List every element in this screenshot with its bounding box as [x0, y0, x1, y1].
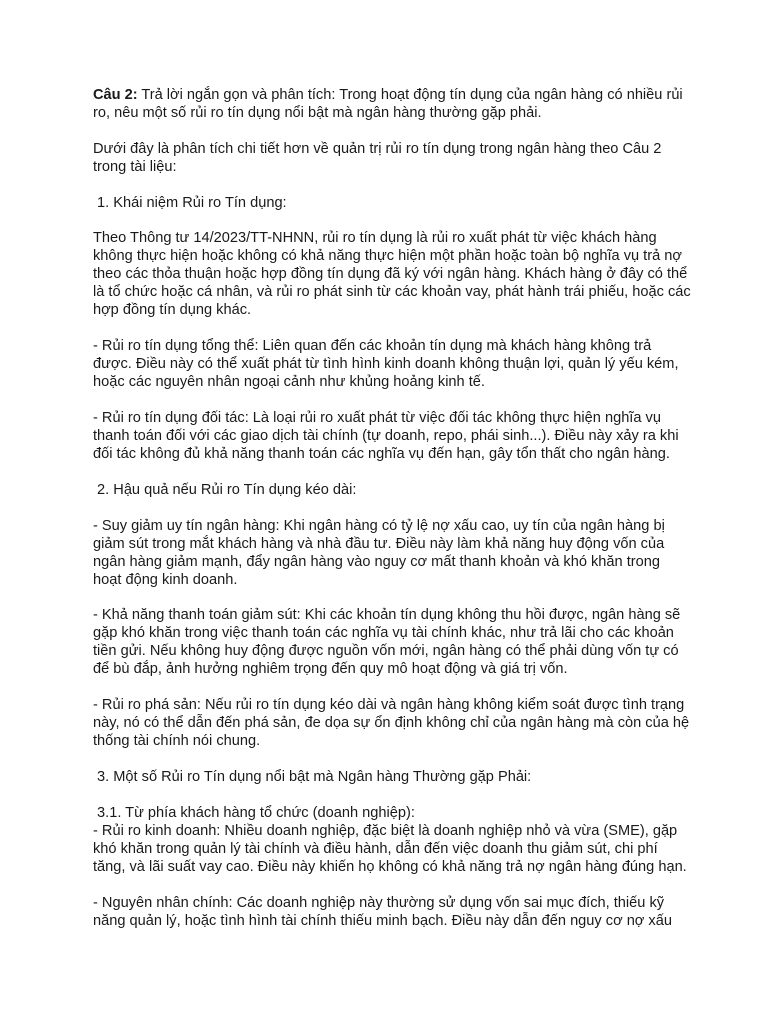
- paragraph-line: để bù đắp, ảnh hưởng nghiêm trọng đến quy mô hoạt động và giá trị vốn.: [93, 661, 568, 678]
- paragraph-line: - Rủi ro tín dụng tổng thể: Liên quan đến các khoản tín dụng mà khách hàng không trả: [93, 338, 652, 355]
- question-line-1: [93, 86, 693, 104]
- paragraph-line: hoặc các nguyên nhân ngoại cảnh như khủng hoảng kinh tế.: [93, 374, 485, 391]
- question-line-2: ro, nêu một số rủi ro tín dụng nổi bật mà ngân hàng thường gặp phải.: [93, 105, 542, 121]
- paragraph-line: hợp đồng tín dụng khác.: [93, 302, 252, 319]
- paragraph-line: giảm sút trong mắt khách hàng và nhà đầu tư. Điều này làm khả năng huy động vốn của: [93, 535, 665, 552]
- paragraph-line: trong tài liệu:: [93, 158, 177, 175]
- paragraph-line: Dưới đây là phân tích chi tiết hơn về quản trị rủi ro tín dụng trong ngân hàng theo Câu 2: [93, 140, 662, 157]
- reputation-paragraph: [93, 517, 693, 589]
- paragraph-line: tiền gửi. Nếu không huy động được nguồn vốn mới, ngân hàng có thể phải dùng vốn tự có: [93, 643, 679, 660]
- solvency-paragraph: [93, 606, 693, 678]
- section-3-heading: 3. Một số Rủi ro Tín dụng nổi bật mà Ngân hàng Thường gặp Phải:: [93, 768, 532, 785]
- section-2-heading: 2. Hậu quả nếu Rủi ro Tín dụng kéo dài:: [93, 481, 357, 498]
- overall-risk-paragraph: [93, 337, 693, 391]
- paragraph-line: là tổ chức hoặc cá nhân, và rủi ro phát sinh từ các khoản vay, phát hành trái phiếu, hoặc các: [93, 284, 691, 301]
- paragraph-line: - Rủi ro kinh doanh: Nhiều doanh nghiệp, đặc biệt là doanh nghiệp nhỏ và vừa (SME), gặp: [93, 822, 678, 839]
- question-label: Câu 2:: [93, 87, 138, 103]
- paragraph-line: được. Điều này có thể xuất phát từ tình hình kinh doanh không thuận lợi, quản lý yếu kém,: [93, 356, 679, 373]
- paragraph-line: gặp khó khăn trong việc thanh toán các nghĩa vụ tài chính khác, như trả lãi cho các khoản: [93, 625, 674, 642]
- main-cause-paragraph: [93, 894, 693, 930]
- paragraph-line: ngân hàng giảm mạnh, đẩy ngân hàng vào nguy cơ mất thanh khoản và khó khăn trong: [93, 553, 660, 570]
- paragraph-line: - Suy giảm uy tín ngân hàng: Khi ngân hàng có tỷ lệ nợ xấu cao, uy tín của ngân hàng bị: [93, 517, 665, 534]
- paragraph-line: - Nguyên nhân chính: Các doanh nghiệp này thường sử dụng vốn sai mục đích, thiếu kỹ: [93, 894, 665, 911]
- section-1-heading: 1. Khái niệm Rủi ro Tín dụng:: [93, 194, 287, 211]
- paragraph-line: thanh toán đối với các giao dịch tài chính (tự doanh, repo, phái sinh...). Điều này xảy ra khi: [93, 427, 679, 444]
- paragraph-line: tăng, và lãi suất vay cao. Điều này khiến họ không có khả năng trả nợ ngân hàng đúng hạn.: [93, 858, 687, 875]
- paragraph-line: hoạt động kinh doanh.: [93, 571, 238, 588]
- paragraph-line: năng quản lý, hoặc tình hình tài chính thiếu minh bạch. Điều này dẫn đến nguy cơ nợ xấu: [93, 912, 672, 929]
- question-text: Trả lời ngắn gọn và phân tích: Trong hoạt động tín dụng của ngân hàng có nhiều rủi: [137, 87, 683, 103]
- intro-paragraph: [93, 140, 693, 176]
- section-1-paragraph: [93, 229, 693, 319]
- paragraph-line: thống tài chính nói chung.: [93, 733, 261, 750]
- paragraph-line: - Rủi ro tín dụng đối tác: Là loại rủi ro xuất phát từ việc đối tác không thực hiện nghĩa vụ: [93, 409, 661, 426]
- paragraph-line: đối tác không đủ khả năng thanh toán các nghĩa vụ đến hạn, gây tổn thất cho ngân hàng.: [93, 445, 670, 462]
- paragraph-line: Theo Thông tư 14/2023/TT-NHNN, rủi ro tín dụng là rủi ro xuất phát từ việc khách hàng: [93, 230, 657, 247]
- counterparty-risk-paragraph: [93, 409, 693, 463]
- paragraph-line: - Rủi ro phá sản: Nếu rủi ro tín dụng kéo dài và ngân hàng không kiểm soát được tình trạng: [93, 697, 685, 714]
- paragraph-line: không thực hiện hoặc không có khả năng thực hiện một phần hoặc toàn bộ nghĩa vụ trả nợ: [93, 248, 682, 265]
- paragraph-line: theo các thỏa thuận hoặc hợp đồng tín dụng đã ký với ngân hàng. Khách hàng ở đây có thể: [93, 266, 688, 283]
- section-3-1-paragraph: [93, 804, 693, 876]
- subsection-heading: 3.1. Từ phía khách hàng tổ chức (doanh nghiệp):: [93, 804, 415, 821]
- paragraph-line: - Khả năng thanh toán giảm sút: Khi các khoản tín dụng không thu hồi được, ngân hàng sẽ: [93, 607, 681, 624]
- document-page: [93, 86, 693, 930]
- paragraph-line: này, nó có thể dẫn đến phá sản, đe dọa sự ổn định không chỉ của ngân hàng mà còn của hệ: [93, 715, 690, 732]
- bankruptcy-paragraph: [93, 696, 693, 750]
- paragraph-line: khó khăn trong quản lý tài chính và điều hành, dẫn đến việc doanh thu giảm sút, chi phí: [93, 840, 658, 857]
- question-block: [93, 86, 693, 122]
